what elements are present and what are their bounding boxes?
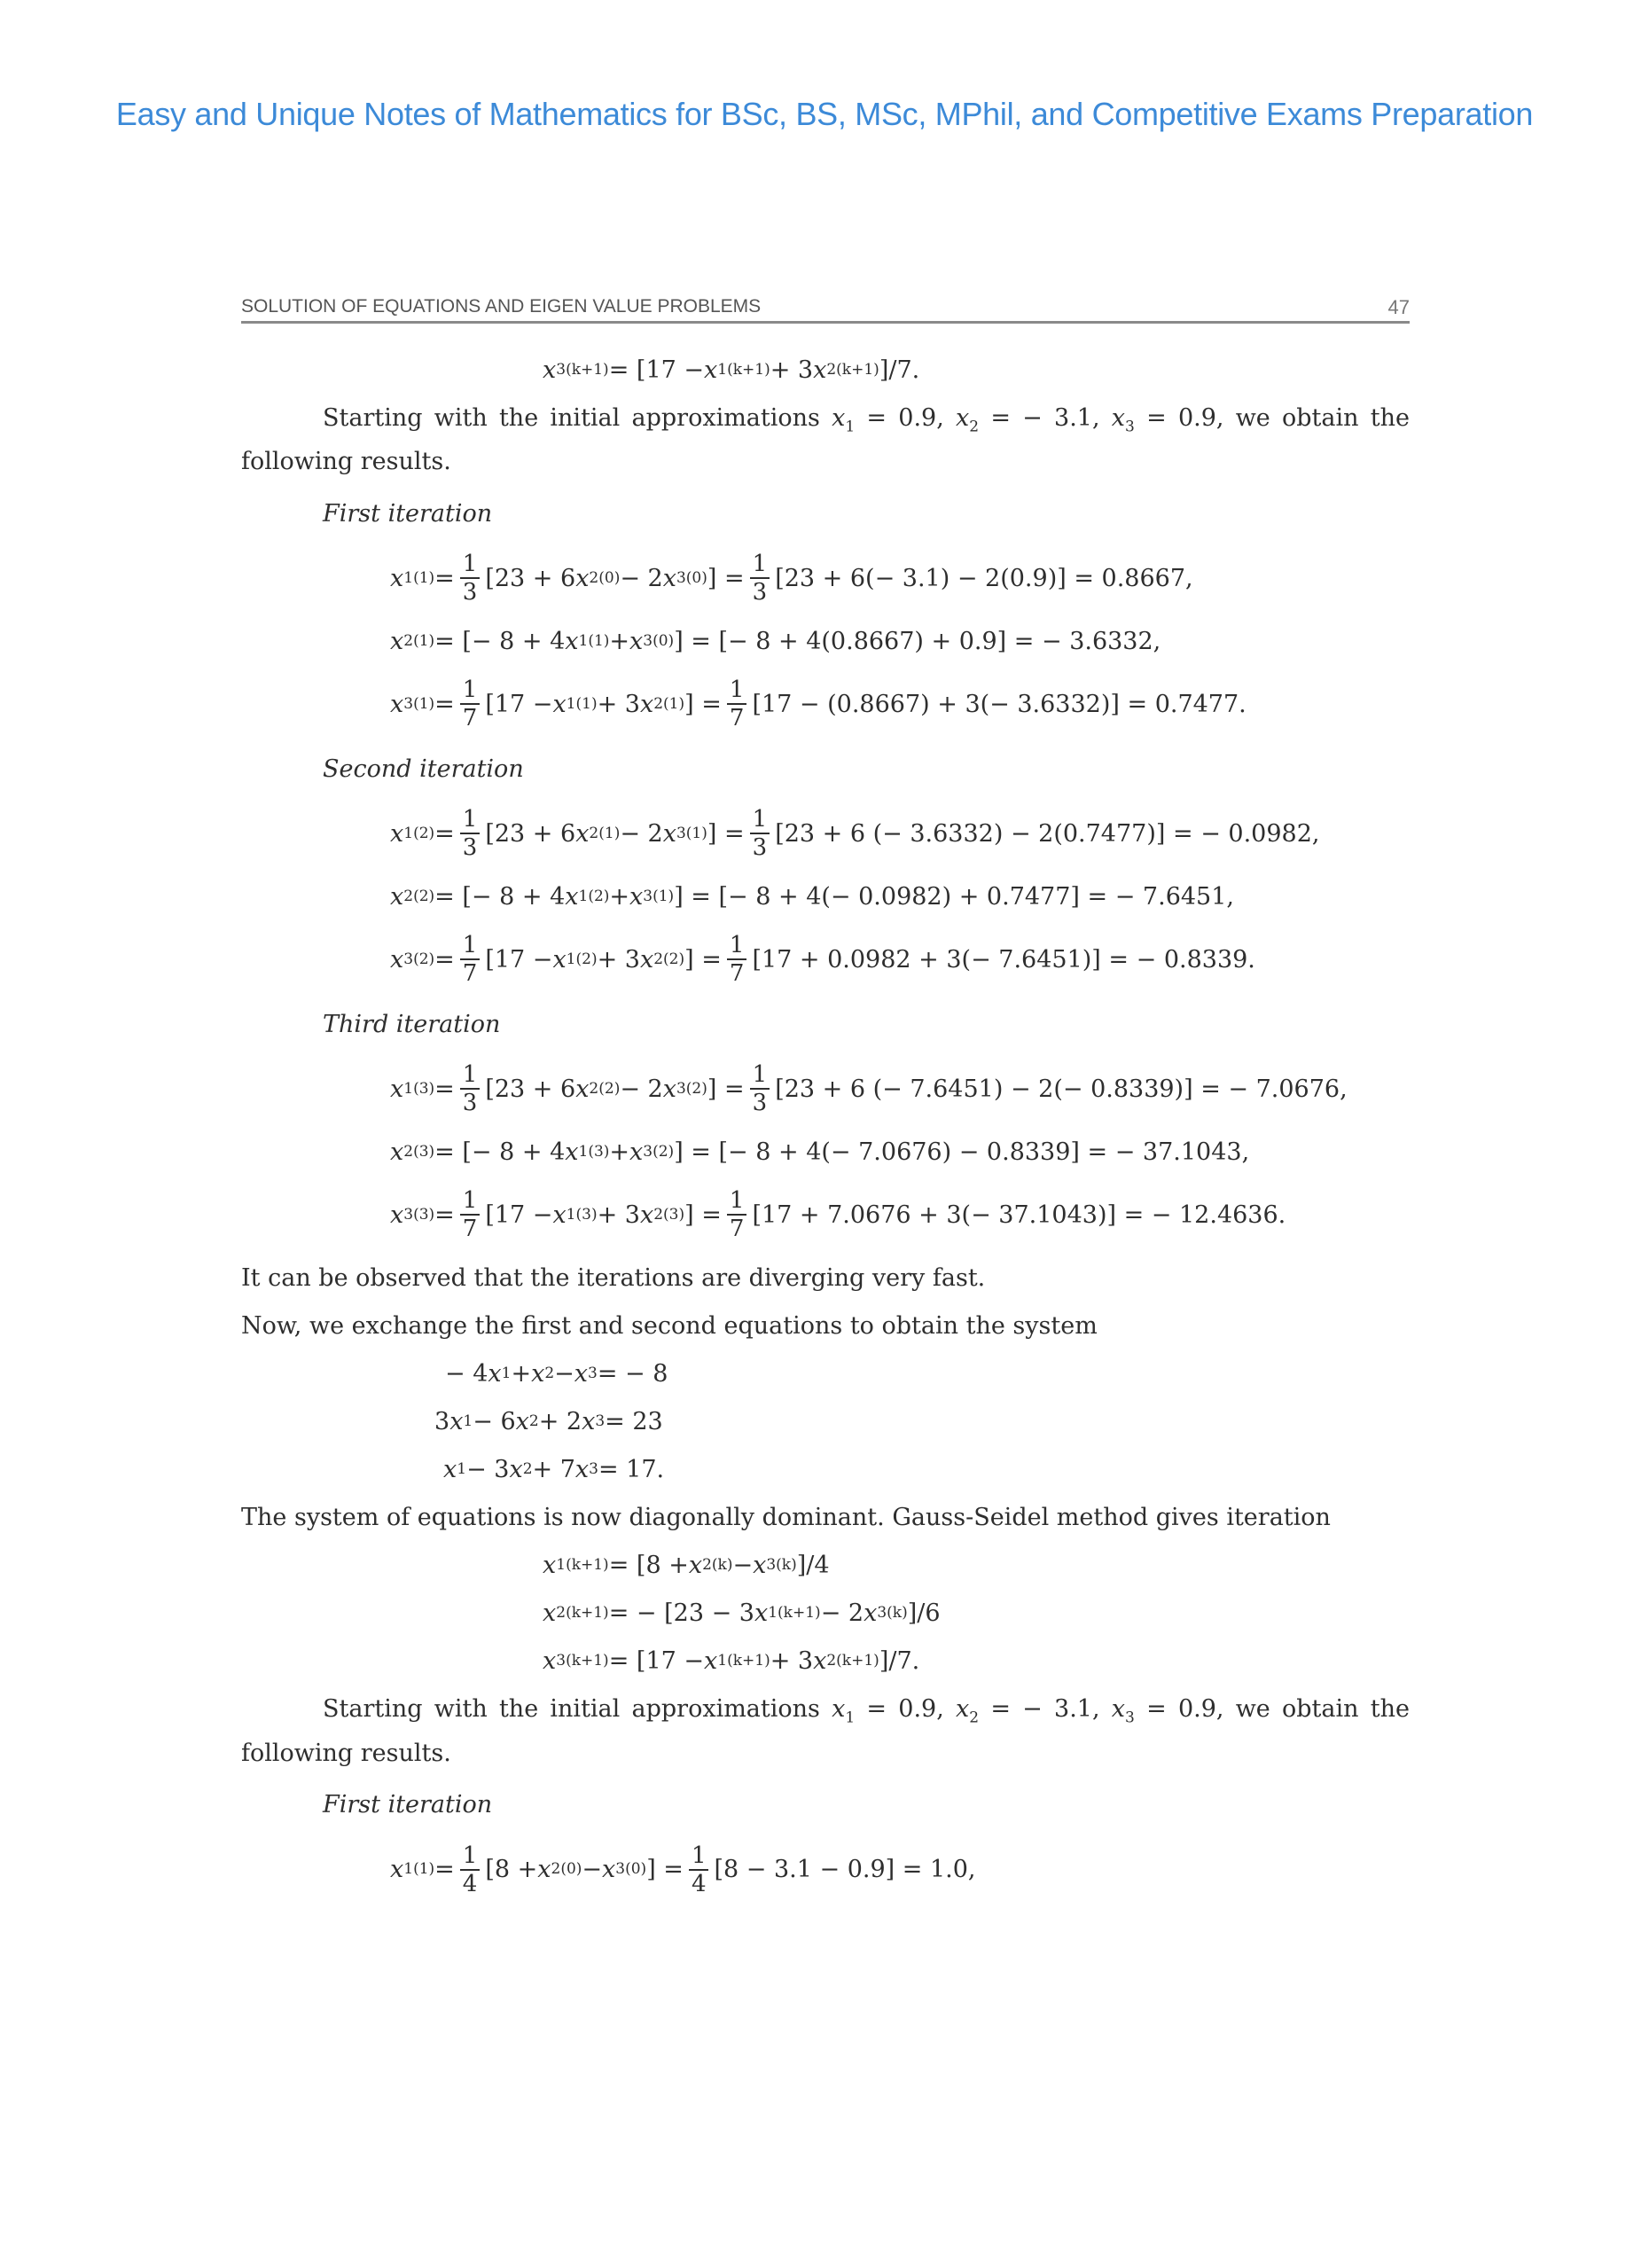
text-line: Now, we exchange the first and second equations to obtain the system <box>241 1311 1098 1340</box>
iteration-heading: Third iteration <box>323 1010 501 1038</box>
equation-line: x 1 (k+1) = [8 + x 2 (k) − x 3 (k) ]/4 <box>543 1551 830 1579</box>
equation-line: x 2 (2) = [− 8 + 4 x 1 (2) + x 3 (1) ] = [− 8 + 4(− 0.0982) + 0.7477] = − 7.6451, <box>390 882 1234 911</box>
paragraph: Starting with the initial approximations $x_1 = 0.9$, $x_2$ = − 3.1, $x_3 = 0.9$, we obtain the following results. <box>241 1695 1410 1767</box>
equation-line: x 2 (3) = [− 8 + 4 x 1 (3) + x 3 (2) ] = [− 8 + 4(− 7.0676) − 0.8339] = − 37.1043, <box>390 1138 1250 1166</box>
equation-line: x 3 (2) = $\frac{1}{7}$ [17 − x 1 (2) + 3 x 2 (2) ] = $\frac{1}{7}$ [17 + 0.0982 + 3(− 7.6451)] = − 0.8339. <box>390 932 1255 988</box>
running-head <box>241 296 1410 324</box>
equation-line: x 3 (k+1) = [17 − x 1 (k+1) + 3 x 2 (k+1) ]/7. <box>543 1646 920 1675</box>
page-content <box>241 346 1410 1909</box>
equation-line: x 1 (2) = $\frac{1}{3}$ [23 + 6 x 2 (1) − 2 x 3 (1) ] = $\frac{1}{3}$ [23 + 6 (− 3.6332) − 2(0.7477)] = − 0.0982, <box>390 806 1320 862</box>
iteration-heading: Second iteration <box>323 755 524 783</box>
iteration-heading: First iteration <box>323 1791 493 1819</box>
site-banner: Easy and Unique Notes of Mathematics for BSc, BS, MSc, MPhil, and Competitive Exams Preparation <box>115 96 1534 132</box>
equation-line: x 3 (3) = $\frac{1}{7}$ [17 − x 1 (3) + 3 x 2 (3) ] = $\frac{1}{7}$ [17 + 7.0676 + 3(− 37.1043)] = − 12.4636. <box>390 1187 1286 1243</box>
text-line: It can be observed that the iterations are diverging very fast. <box>241 1263 986 1292</box>
equation-line: x 3 (1) = $\frac{1}{7}$ [17 − x 1 (1) + 3 x 2 (1) ] = $\frac{1}{7}$ [17 − (0.8667) + 3(− 3.6332)] = 0.7477. <box>390 676 1247 732</box>
equation-line: x 2 (1) = [− 8 + 4 x 1 (1) + x 3 (0) ] = [− 8 + 4(0.8667) + 0.9] = − 3.6332, <box>390 627 1161 655</box>
running-head-title: SOLUTION OF EQUATIONS AND EIGEN VALUE PROBLEMS <box>241 296 762 317</box>
text-line: The system of equations is now diagonally dominant. Gauss-Seidel method gives iteration <box>241 1503 1331 1531</box>
equation-line: 3 x 1 − 6 x 2 + 2 x 3 = 23 <box>434 1407 663 1435</box>
equation-line: x 2 (k+1) = − [23 − 3 x 1 (k+1) − 2 x 3 (k) ]/6 <box>543 1599 941 1627</box>
iteration-heading: First iteration <box>323 499 493 528</box>
paragraph: Starting with the initial approximations $x_1 = 0.9$, $x_2$ = − 3.1, $x_3 = 0.9$, we obtain the following results. <box>241 404 1410 476</box>
equation-line: x 1 (1) = $\frac{1}{4}$ [8 + x 2 (0) − x 3 (0) ] = $\frac{1}{4}$ [8 − 3.1 − 0.9] = 1.0, <box>390 1842 976 1897</box>
equation-line: x 1 (1) = $\frac{1}{3}$ [23 + 6 x 2 (0) − 2 x 3 (0) ] = $\frac{1}{3}$ [23 + 6(− 3.1) − 2(0.9)] = 0.8667, <box>390 551 1193 606</box>
equation-line: x 1 (3) = $\frac{1}{3}$ [23 + 6 x 2 (2) − 2 x 3 (2) ] = $\frac{1}{3}$ [23 + 6 (− 7.6451) − 2(− 0.8339)] = − 7.0676, <box>390 1061 1348 1117</box>
equation-line: x 3 (k+1) = [17 − x 1 (k+1) + 3 x 2 (k+1) ]/7. <box>543 356 920 384</box>
page-number: 47 <box>1387 296 1410 318</box>
equation-line: − 4 x 1 + x 2 − x 3 = − 8 <box>445 1359 668 1388</box>
equation-line: x 1 − 3 x 2 + 7 x 3 = 17. <box>443 1455 665 1483</box>
